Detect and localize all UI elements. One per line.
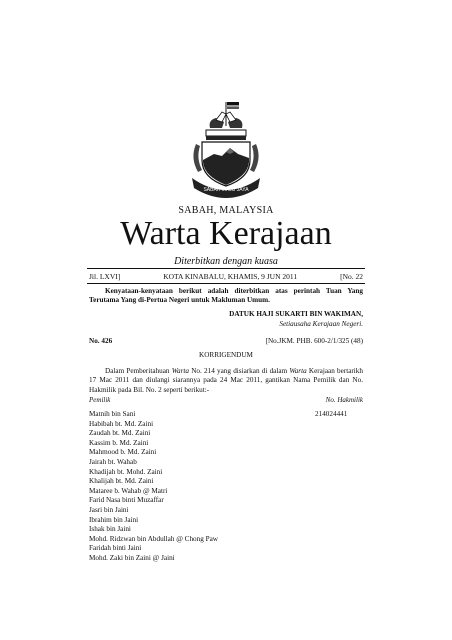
item-reference: [No.JKM. PHB. 600-2/1/325 (48): [265, 337, 363, 345]
crest-motto: SABAH MAJU JAYA: [203, 187, 249, 193]
list-item: Jairah bt. Wahab: [89, 457, 137, 466]
issue-number-label: [No. 22: [340, 272, 363, 281]
sabah-coat-of-arms-icon: [186, 98, 266, 200]
body-text: Kerajaan bertarikh 17 Mac 2011 dan diulangi siarannya pada 24 Mac 2011, gantikan Nama Pemilik dan No. Hakmilik pada Bil. No. 2 seperti berikut:-: [89, 367, 363, 394]
list-item: Mohd. Zaki bin Zaini @ Jaini: [89, 553, 175, 562]
signatory-role: Setiausaha Kerajaan Negeri.: [279, 320, 363, 328]
place-date-label: KOTA KINABALU, KHAMIS, 9 JUN 2011: [163, 272, 298, 281]
body-text: No. 214 yang disiarkan di dalam: [189, 367, 290, 375]
list-item: Farid Nasa binti Muzaffar: [89, 496, 164, 505]
list-item: Ibrahim bin Jaini: [89, 515, 139, 524]
list-item: Mohd. Ridzwan bin Abdullah @ Chong Paw: [89, 534, 219, 543]
list-item: Kassim b. Md. Zaini: [89, 438, 149, 447]
list-item: Zaudah bt. Md. Zaini: [89, 429, 151, 438]
title-column-header: No. Hakmilik: [325, 396, 363, 404]
list-item: Mahmood b. Md. Zaini: [89, 448, 157, 457]
list-item: Ishak bin Jaini: [89, 525, 131, 534]
owner-column-header: Pemilik: [89, 396, 111, 404]
list-item: Khalijah bt. Md. Zaini: [89, 477, 154, 486]
list-item: Matnih bin Sani: [89, 410, 136, 418]
item-heading: KORRIGENDUM: [199, 351, 253, 359]
title-number-value: 214024441: [315, 410, 348, 418]
issue-line: [89, 272, 363, 281]
body-warta: Warta: [289, 367, 307, 375]
column-headers: [89, 396, 363, 404]
gazette-title: Warta Kerajaan: [120, 215, 332, 252]
list-item: Faridah binti Jaini: [89, 544, 142, 553]
item-number: No. 426: [89, 337, 113, 345]
list-item: Jasri bin Jaini: [89, 505, 129, 514]
bottom-rule: [87, 283, 365, 284]
signatory-name: DATUK HAJI SUKARTI BIN WAKIMAN,: [229, 310, 363, 318]
item-reference-line: [89, 337, 363, 345]
item-body: [89, 367, 363, 395]
state-name: SABAH, MALAYSIA: [178, 205, 274, 216]
owner-list: [89, 410, 218, 564]
body-text: Dalam Pemberitahuan: [105, 367, 172, 375]
gazette-subtitle: Diterbitkan dengan kuasa: [174, 256, 278, 267]
body-warta: Warta: [171, 367, 190, 375]
top-rule: [87, 268, 365, 269]
notice-text: Kenyataan-kenyataan berikut adalah diterbitkan atas perintah Tuan Yang Terutama Yang di-Pertua Negeri untuk Makluman Umum.: [89, 287, 363, 304]
volume-label: Jil. LXVI]: [89, 272, 121, 281]
list-item: Mataree b. Wahab @ Matri: [89, 486, 168, 495]
list-item: Habibah bt. Md. Zaini: [89, 419, 154, 428]
list-item: Khadijah bt. Mohd. Zaini: [89, 467, 163, 476]
